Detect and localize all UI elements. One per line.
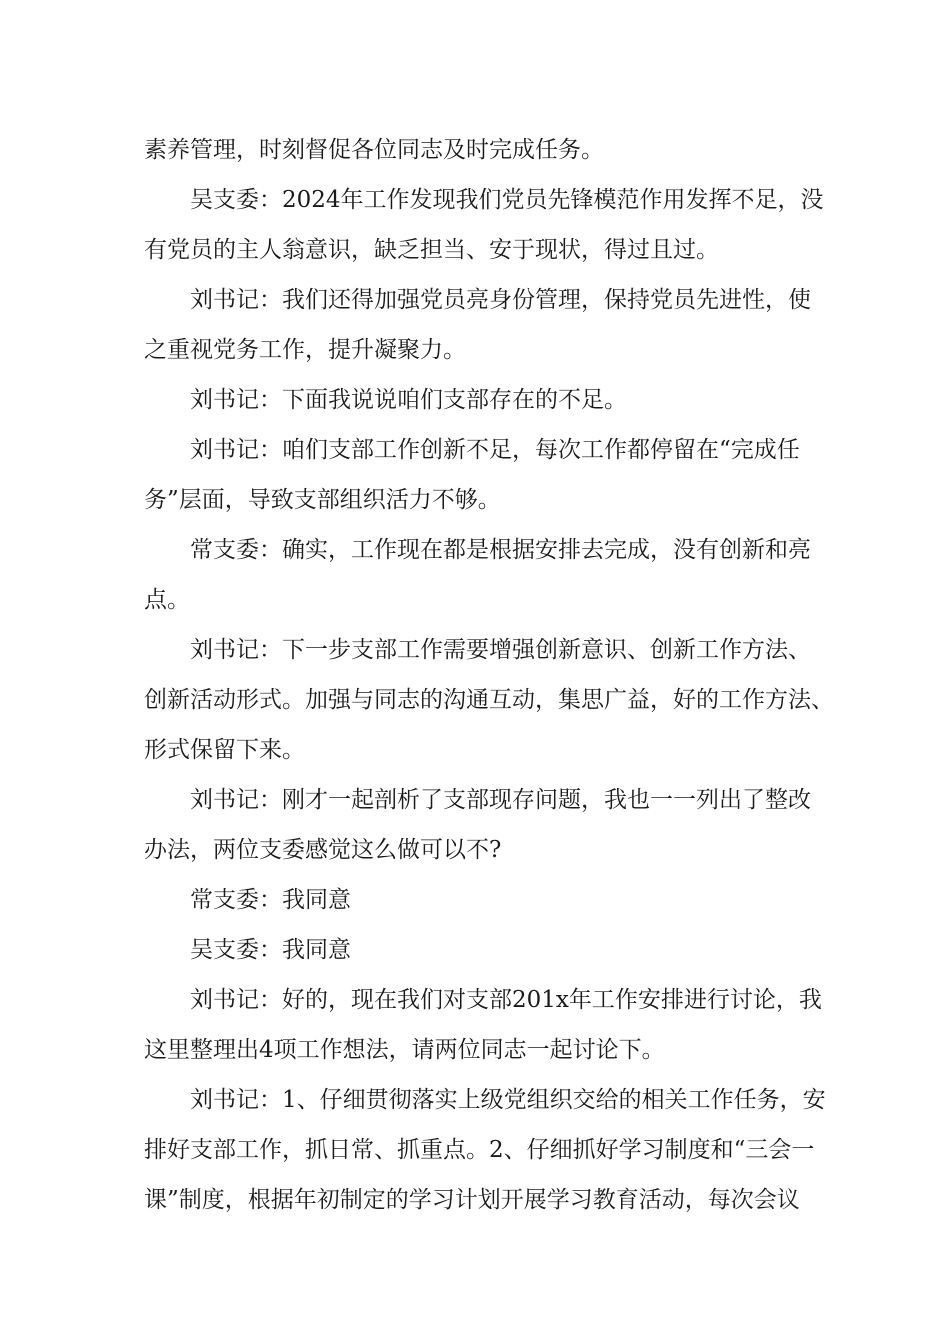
- text-line: 常支委：我同意: [190, 887, 351, 913]
- text-line: 之重视党务工作，提升凝聚力。: [144, 337, 466, 363]
- text-line: 务”层面，导致支部组织活力不够。: [144, 487, 501, 513]
- text-line: 常支委：确实，工作现在都是根据安排去完成，没有创新和亮: [190, 537, 811, 563]
- text-line: 办法，两位支委感觉这么做可以不?: [144, 837, 502, 863]
- text-line: 刘书记：下一步支部工作需要增强创新意识、创新工作方法、: [190, 637, 811, 663]
- text-line: 素养管理，时刻督促各位同志及时完成任务。: [144, 137, 604, 163]
- text-line: 刘书记：我们还得加强党员亮身份管理，保持党员先进性，使: [190, 287, 811, 313]
- text-line: 排好支部工作，抓日常、抓重点。2、仔细抓好学习制度和“三会一: [144, 1137, 815, 1163]
- text-line: 刘书记：1、仔细贯彻落实上级党组织交给的相关工作任务，安: [190, 1087, 826, 1113]
- text-line: 刘书记：好的，现在我们对支部201x年工作安排进行讨论，我: [190, 987, 822, 1013]
- text-line: 吴支委：我同意: [190, 937, 351, 963]
- text-line: 有党员的主人翁意识，缺乏担当、安于现状，得过且过。: [144, 237, 719, 263]
- text-line: 创新活动形式。加强与同志的沟通互动，集思广益，好的工作方法、: [144, 687, 834, 713]
- text-line: 吴支委：2024年工作发现我们党员先锋模范作用发挥不足，没: [190, 187, 824, 213]
- text-line: 刘书记：刚才一起剖析了支部现存问题，我也一一列出了整改: [190, 787, 811, 813]
- text-line: 这里整理出4项工作想法，请两位同志一起讨论下。: [144, 1037, 665, 1063]
- text-line: 刘书记：咱们支部工作创新不足，每次工作都停留在“完成任: [190, 437, 800, 463]
- text-line: 点。: [144, 587, 190, 613]
- text-line: 课”制度，根据年初制定的学习计划开展学习教育活动，每次会议: [144, 1187, 800, 1213]
- text-line: 刘书记：下面我说说咱们支部存在的不足。: [190, 387, 627, 413]
- text-line: 形式保留下来。: [144, 737, 305, 763]
